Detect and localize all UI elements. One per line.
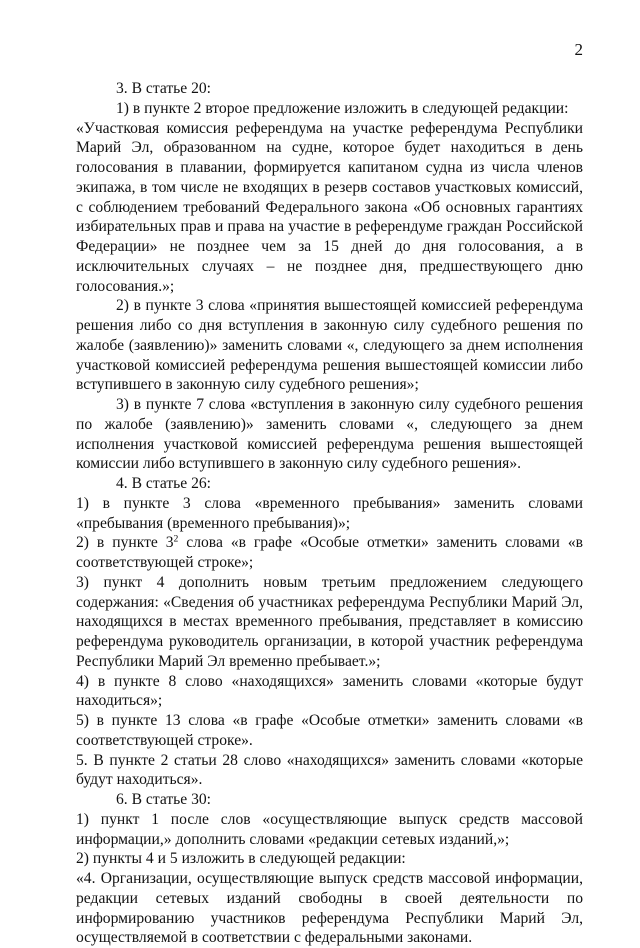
article-26-item-5: 5) в пункте 13 слова «в графе «Особые отметки» заменить словами «в соответствующей строке».	[76, 712, 583, 749]
article-28-amendment: 5. В пункте 2 статьи 28 слово «находящихся» заменить словами «которые будут находиться».	[76, 751, 583, 789]
page-number: 2	[574, 40, 583, 59]
article-30-item-1: 1) пункт 1 после слов «осуществляющие выпуск средств массовой информации,» дополнить словами «редакции сетевых изданий,»;	[76, 810, 583, 848]
article-20-item-3: 3) в пункте 7 слова «вступления в законную силу судебного решения по жалобе (заявлению)» заменить словами «, следующего за днем исполнения участковой комиссией референдума решения вышестоящей комиссии либо вступившего в законную силу судебного решения».	[76, 396, 583, 473]
article-26-item-2-superscript: 2	[173, 533, 179, 545]
article-20-item-1-quote: «Участковая комиссия референдума на участке референдума Республики Марий Эл, образованном на судне, которое будет находиться в день голосования в плавании, формируется капитаном судна из числа членов экипажа, в том числе не входящих в резерв составов участковых комиссий, с соблюдением требований Федерального закона «Об основных гарантиях избирательных прав и права на участие в референдуме граждан Российской Федерации» не позднее чем за 15 дней до дня голосования, а в исключительных случаях – не позднее дня, предшествующего дню голосования.»;	[76, 119, 583, 295]
article-26-heading: 4. В статье 26:	[116, 475, 212, 492]
document-body	[76, 79, 583, 948]
article-30-item-2-quote: «4. Организации, осуществляющие выпуск средств массовой информации, редакции сетевых изданий свободны в своей деятельности по информированию участников референдума Республики Марий Эл, осуществляемой в соответствии с федеральными законами.	[76, 870, 583, 947]
article-20-heading: 3. В статье 20:	[116, 80, 212, 97]
article-30-item-2: 2) пункты 4 и 5 изложить в следующей редакции:	[76, 850, 406, 868]
article-20-item-2: 2) в пункте 3 слова «принятия вышестоящей комиссией референдума решения либо со дня вступления в законную силу судебного решения по жалобе (заявлению)» заменить словами «, следующего за днем исполнения участковой комиссией референдума решения вышестоящей комиссии либо вступившего в законную силу судебного решения»;	[76, 297, 583, 394]
article-26-item-2-after: слова «в графе «Особые отметки» заменить словами «в соответствующей строке»;	[76, 534, 583, 571]
article-20-item-1: 1) в пункте 2 второе предложение изложить в следующей редакции:	[116, 99, 569, 117]
article-26-item-3: 3) пункт 4 дополнить новым третьим предложением следующего содержания: «Сведения об участниках референдума Республики Марий Эл, находящихся в местах временного пребывания, представляет в комиссию референдума руководитель организации, в которой участник референдума Республики Марий Эл временно пребывает.»;	[76, 573, 583, 670]
article-26-item-4: 4) в пункте 8 слово «находящихся» заменить словами «которые будут находиться»;	[76, 672, 583, 710]
article-26-item-1: 1) в пункте 3 слова «временного пребывания» заменить словами «пребывания (временного пребывания)»;	[76, 494, 583, 532]
article-26-item-2	[76, 533, 583, 573]
article-26-item-2-before: 2) в пункте 3	[76, 534, 174, 552]
article-30-heading: 6. В статье 30:	[116, 791, 212, 808]
